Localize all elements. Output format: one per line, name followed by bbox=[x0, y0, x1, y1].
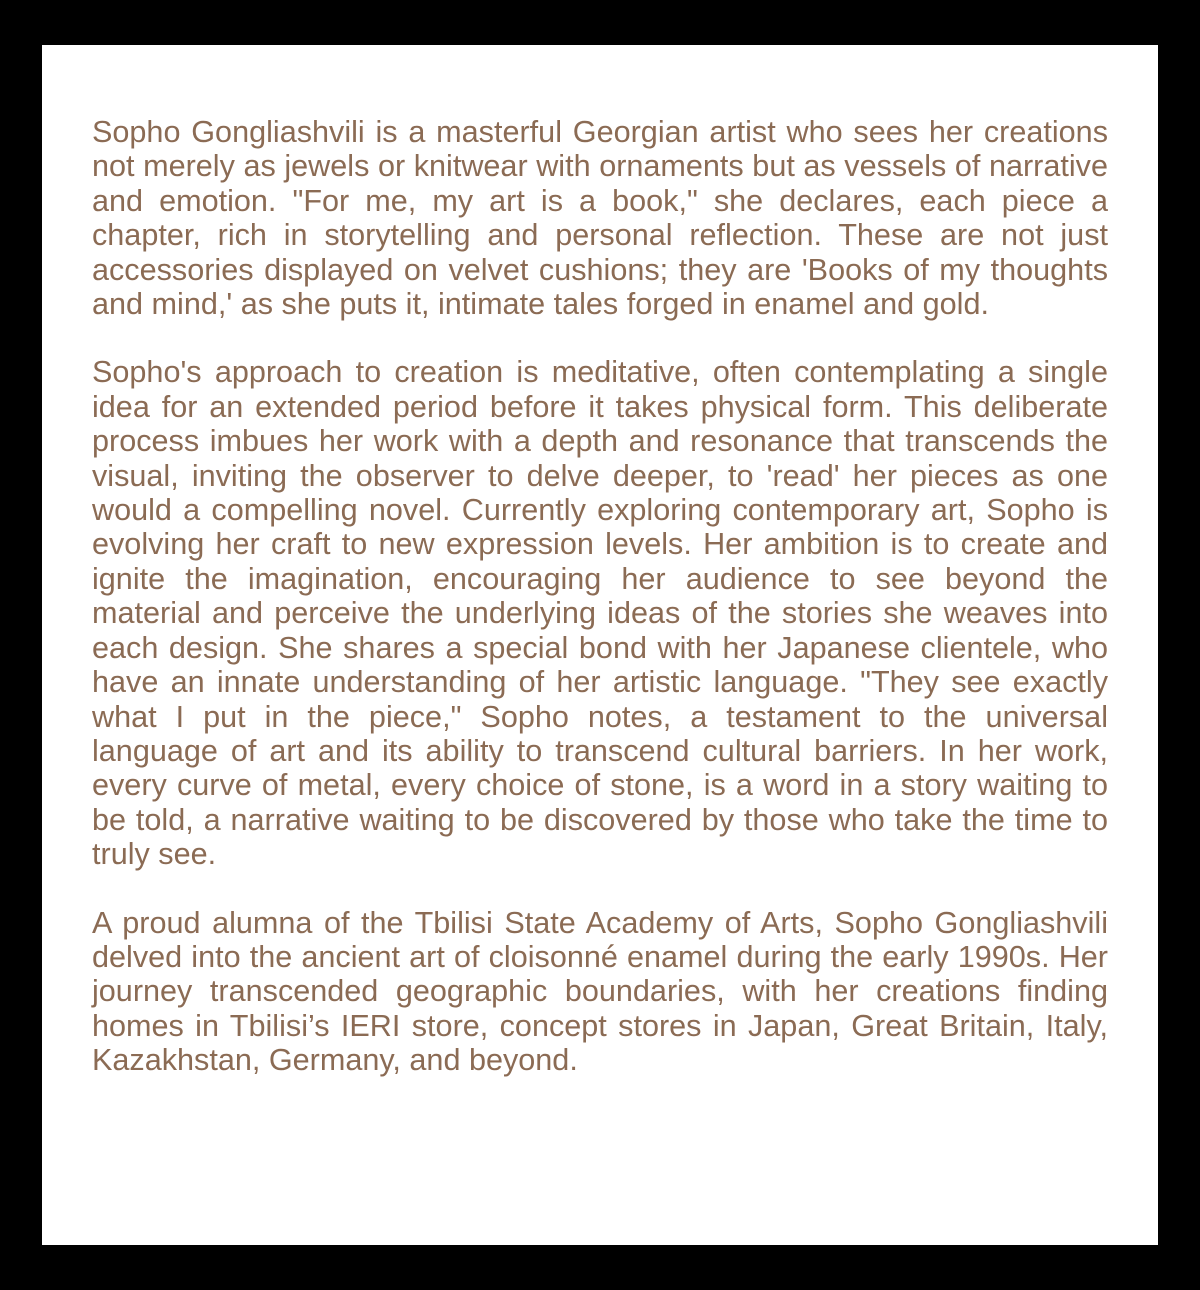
paragraph-approach: Sopho's approach to creation is meditative, often contemplating a single idea for an extended period before it takes physical form. This deliberate process imbues her work with a depth and resonance that transcends the visual, inviting the observer to delve deeper, to 'read' her pieces as one would a compelling novel. Currently exploring contemporary art, Sopho is evolving her craft to new expression levels. Her ambition is to create and ignite the imagination, encouraging her audience to see beyond the material and perceive the underlying ideas of the stories she weaves into each design. She shares a special bond with her Japanese clientele, who have an innate understanding of her artistic language. "They see exactly what I put in the piece," Sopho notes, a testament to the universal language of art and its ability to transcend cultural barriers. In her work, every curve of metal, every choice of stone, is a word in a story waiting to be told, a narrative waiting to be discovered by those who take the time to truly see. bbox=[92, 355, 1108, 872]
paragraph-background: A proud alumna of the Tbilisi State Academy of Arts, Sopho Gongliashvili delved into the ancient art of cloisonné enamel during the early 1990s. Her journey transcended geographic boundaries, with her creations finding homes in Tbilisi’s IERI store, concept stores in Japan, Great Britain, Italy, Kazakhstan, Germany, and beyond. bbox=[92, 905, 1108, 1078]
text-page bbox=[42, 45, 1158, 1245]
paragraph-intro: Sopho Gongliashvili is a masterful Georgian artist who sees her creations not merely as jewels or knitwear with ornaments but as vessels of narrative and emotion. "For me, my art is a book," she declares, each piece a chapter, rich in storytelling and personal reflection. These are not just accessories displayed on velvet cushions; they are 'Books of my thoughts and mind,' as she puts it, intimate tales forged in enamel and gold. bbox=[92, 115, 1108, 322]
article-body bbox=[92, 115, 1108, 1078]
